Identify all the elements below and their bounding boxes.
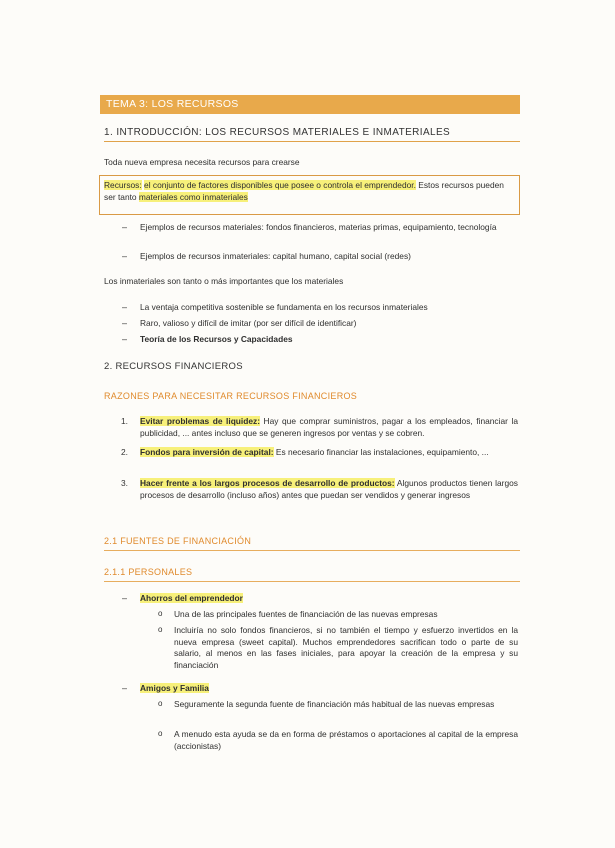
- amigos-point: A menudo esta ayuda se da en forma de préstamos o aportaciones al capital de la empresa (accionistas): [174, 729, 518, 751]
- reason-number: 3.: [121, 478, 128, 488]
- inmaterial-point: Raro, valioso y difícil de imitar (por ser difícil de identificar): [140, 318, 357, 328]
- circle-bullet: o: [158, 699, 163, 708]
- personal-underline: [104, 581, 520, 582]
- section1-heading: 1. INTRODUCCIÓN: LOS RECURSOS MATERIALES E INMATERIALES: [104, 127, 451, 138]
- dash-bullet: –: [122, 222, 128, 232]
- dash-bullet: –: [122, 318, 128, 328]
- section1-underline: [104, 141, 520, 142]
- inmaterial-intro: Los inmateriales son tanto o más importantes que los materiales: [104, 276, 344, 286]
- circle-bullet: o: [158, 729, 163, 738]
- reason-text: Algunos productos tienen largos procesos de desarrollo (incluso años) antes que puedan ser vendidos y generar ingresos: [140, 478, 518, 500]
- reason-title: Evitar problemas de liquidez:: [140, 416, 261, 426]
- reason-item: [140, 478, 518, 501]
- topic-title-bar: TEMA 3: LOS RECURSOS: [100, 95, 520, 114]
- dash-bullet: –: [122, 302, 128, 312]
- personal-heading: 2.1.1 PERSONALES: [104, 567, 193, 577]
- definition-label: Recursos:: [104, 180, 142, 190]
- ahorros-point: Una de las principales fuentes de financiación de las nuevas empresas: [174, 609, 438, 619]
- inmaterial-point: La ventaja competitiva sostenible se fundamenta en los recursos inmateriales: [140, 302, 428, 312]
- dash-bullet: –: [122, 683, 128, 693]
- sources-underline: [104, 550, 520, 551]
- reasons-heading: RAZONES PARA NECESITAR RECURSOS FINANCIEROS: [104, 391, 358, 401]
- section2-heading: 2. RECURSOS FINANCIEROS: [104, 361, 243, 372]
- example-material: Ejemplos de recursos materiales: fondos financieros, materias primas, equipamiento, tecnología: [140, 222, 497, 232]
- ahorros-point: Incluiría no solo fondos financieros, si no también el tiempo y esfuerzo invertidos en la nueva empresa (sweet capital). Muchos emprendedores sacrifican todo o parte de su salario, al menos en las fases iniciales, para apoyar la creación de la empresa y su financiación: [174, 625, 518, 670]
- definition-highlight2: materiales como inmateriales: [138, 191, 248, 202]
- reason-title: Hacer frente a los largos procesos de desarrollo de productos:: [140, 478, 395, 488]
- dash-bullet: –: [122, 251, 128, 261]
- reason-number: 1.: [121, 416, 128, 426]
- definition-highlight: el conjunto de factores disponibles que posee o controla el emprendedor.: [144, 180, 416, 190]
- reason-number: 2.: [121, 447, 128, 457]
- dash-bullet: –: [122, 334, 128, 344]
- example-inmaterial: Ejemplos de recursos inmateriales: capital humano, capital social (redes): [140, 251, 411, 261]
- amigos-title-text: Amigos y Familia: [140, 683, 209, 693]
- amigos-point: Seguramente la segunda fuente de financiación más habitual de las nuevas empresas: [174, 699, 495, 709]
- reason-item: [140, 416, 518, 439]
- reason-item: [140, 447, 518, 459]
- ahorros-title-text: Ahorros del emprendedor: [140, 593, 243, 603]
- reason-title: Fondos para inversión de capital:: [140, 447, 274, 457]
- inmaterial-point: Teoría de los Recursos y Capacidades: [140, 334, 293, 344]
- definition-rest: Estos recursos pueden ser tanto: [104, 180, 504, 202]
- ahorros-title: [140, 593, 243, 605]
- section1-intro: Toda nueva empresa necesita recursos para crearse: [104, 157, 300, 167]
- reason-text: Es necesario financiar las instalaciones, equipamiento, ...: [273, 447, 489, 457]
- circle-bullet: o: [158, 625, 163, 634]
- amigos-title: [140, 683, 209, 695]
- dash-bullet: –: [122, 593, 128, 603]
- reason-text: Hay que comprar suministros, pagar a los empleados, financiar la publicidad, ... antes incluso que se generen ingresos por ventas y se cobren.: [140, 416, 518, 438]
- circle-bullet: o: [158, 609, 163, 618]
- definition-text: [104, 180, 516, 203]
- sources-heading: 2.1 FUENTES DE FINANCIACIÓN: [104, 536, 252, 546]
